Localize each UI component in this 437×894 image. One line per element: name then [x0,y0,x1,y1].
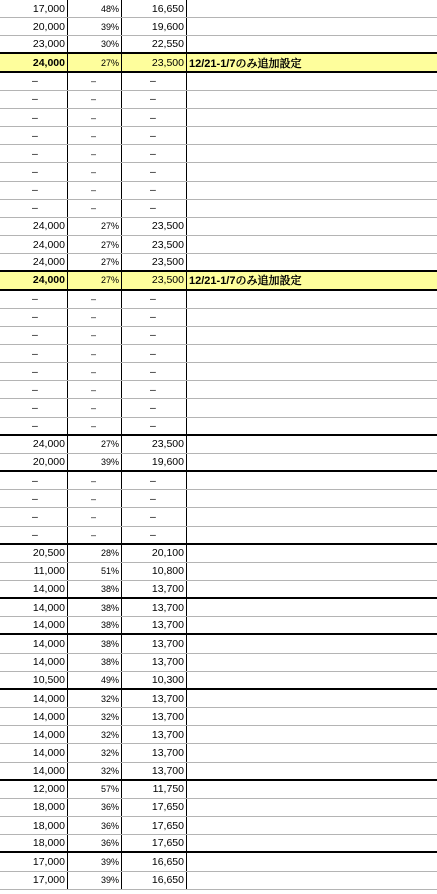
price-cell[interactable]: 14,000 [0,654,68,671]
rate-cell[interactable]: – [68,363,122,380]
table-row [0,363,437,381]
price-cell[interactable]: – [0,127,68,144]
table-row [0,145,437,163]
sale-price-cell[interactable]: – [122,73,187,90]
sale-price-cell[interactable]: 19,600 [122,454,187,470]
sale-price-cell[interactable]: 13,700 [122,726,187,743]
rate-cell[interactable]: 38% [68,599,122,616]
rate-cell[interactable]: 39% [68,853,122,870]
price-cell[interactable]: 14,000 [0,726,68,743]
price-cell[interactable]: 20,500 [0,545,68,562]
note-cell[interactable] [187,454,437,470]
note-cell[interactable] [187,708,437,725]
table-row [0,345,437,363]
note-cell[interactable] [187,726,437,743]
sale-price-cell[interactable]: – [122,91,187,108]
rate-cell[interactable]: 38% [68,635,122,652]
price-cell[interactable]: 18,000 [0,817,68,834]
sale-price-cell[interactable]: 23,500 [122,254,187,270]
note-cell[interactable] [187,872,437,889]
sale-price-cell[interactable]: 23,500 [122,54,187,70]
sale-price-cell[interactable]: – [122,109,187,126]
note-cell[interactable] [187,309,437,326]
price-cell[interactable]: – [0,291,68,308]
rate-cell[interactable]: – [68,399,122,416]
price-cell[interactable]: 14,000 [0,690,68,707]
rate-cell[interactable]: – [68,291,122,308]
sale-price-cell[interactable]: 23,500 [122,436,187,453]
rate-cell[interactable]: – [68,109,122,126]
price-cell[interactable]: – [0,91,68,108]
sale-price-cell[interactable]: 23,500 [122,236,187,253]
table-row [0,291,437,309]
note-cell[interactable] [187,73,437,90]
table-row [0,545,437,563]
sale-price-cell[interactable]: 13,700 [122,599,187,616]
note-cell[interactable] [187,182,437,199]
note-cell[interactable] [187,381,437,398]
sale-price-cell[interactable]: – [122,363,187,380]
table-row [0,726,437,744]
price-cell[interactable]: – [0,345,68,362]
rate-cell[interactable]: – [68,345,122,362]
table-row [0,91,437,109]
rate-cell[interactable]: 27% [68,272,122,288]
note-cell[interactable] [187,254,437,270]
note-cell[interactable] [187,218,437,235]
rate-cell[interactable]: 27% [68,54,122,70]
table-row [0,690,437,708]
sale-price-cell[interactable]: 17,650 [122,817,187,834]
table-row [0,436,437,454]
table-row [0,835,437,853]
rate-cell[interactable]: 28% [68,545,122,562]
sale-price-cell[interactable]: – [122,127,187,144]
note-cell[interactable] [187,18,437,35]
price-cell[interactable]: 14,000 [0,763,68,779]
note-cell[interactable] [187,145,437,162]
price-cell[interactable]: – [0,472,68,489]
note-cell[interactable] [187,490,437,507]
rate-cell[interactable]: 27% [68,236,122,253]
table-row [0,163,437,181]
table-row [0,635,437,653]
note-cell[interactable] [187,690,437,707]
sale-price-cell[interactable]: – [122,472,187,489]
sale-price-cell[interactable]: 13,700 [122,635,187,652]
price-cell[interactable]: – [0,508,68,525]
table-row [0,763,437,781]
sale-price-cell[interactable]: 13,700 [122,581,187,597]
sale-price-cell[interactable]: – [122,490,187,507]
sale-price-cell[interactable]: – [122,163,187,180]
note-cell[interactable] [187,327,437,344]
sale-price-cell[interactable]: 10,800 [122,563,187,580]
table-row [0,236,437,254]
sale-price-cell[interactable]: 17,650 [122,835,187,851]
rate-cell[interactable]: 39% [68,872,122,889]
table-row [0,472,437,490]
rate-cell[interactable]: 32% [68,744,122,761]
sale-price-cell[interactable]: 19,600 [122,18,187,35]
sale-price-cell[interactable]: 13,700 [122,654,187,671]
note-cell[interactable] [187,436,437,453]
price-cell[interactable]: 20,000 [0,18,68,35]
table-row [0,872,437,890]
price-cell[interactable]: – [0,163,68,180]
rate-cell[interactable]: 38% [68,617,122,633]
price-cell[interactable]: 24,000 [0,272,68,288]
price-cell[interactable]: 24,000 [0,54,68,70]
rate-cell[interactable]: – [68,127,122,144]
table-row [0,817,437,835]
note-cell[interactable] [187,763,437,779]
price-cell[interactable]: – [0,381,68,398]
table-row [0,399,437,417]
sale-price-cell[interactable]: – [122,381,187,398]
note-cell[interactable] [187,599,437,616]
sale-price-cell[interactable]: 13,700 [122,690,187,707]
note-cell[interactable] [187,508,437,525]
table-row [0,73,437,91]
note-cell[interactable] [187,91,437,108]
sale-price-cell[interactable]: 23,500 [122,272,187,288]
rate-cell[interactable]: 48% [68,0,122,17]
rate-cell[interactable]: – [68,327,122,344]
rate-cell[interactable]: – [68,163,122,180]
price-cell[interactable]: – [0,109,68,126]
rate-cell[interactable]: – [68,472,122,489]
note-cell[interactable] [187,236,437,253]
rate-cell[interactable]: 38% [68,654,122,671]
sale-price-cell[interactable]: – [122,527,187,543]
rate-cell[interactable]: – [68,91,122,108]
rate-cell[interactable]: 32% [68,690,122,707]
sale-price-cell[interactable]: – [122,508,187,525]
table-row [0,781,437,799]
rate-cell[interactable]: 39% [68,454,122,470]
table-row [0,309,437,327]
table-row [0,799,437,817]
table-row [0,0,437,18]
rate-cell[interactable]: 49% [68,672,122,688]
price-cell[interactable]: 14,000 [0,617,68,633]
price-cell[interactable]: 14,000 [0,581,68,597]
price-cell[interactable]: 17,000 [0,853,68,870]
table-row [0,36,437,54]
rate-cell[interactable]: 27% [68,218,122,235]
sale-price-cell[interactable]: 17,650 [122,799,187,816]
note-cell[interactable] [187,781,437,798]
sale-price-cell[interactable]: 16,650 [122,853,187,870]
table-row [0,54,437,72]
price-cell[interactable]: 24,000 [0,254,68,270]
note-cell[interactable] [187,654,437,671]
sale-price-cell[interactable]: – [122,309,187,326]
price-cell[interactable]: 17,000 [0,0,68,17]
table-row [0,381,437,399]
sale-price-cell[interactable]: 13,700 [122,763,187,779]
rate-cell[interactable]: 36% [68,817,122,834]
sale-price-cell[interactable]: – [122,399,187,416]
table-row [0,454,437,472]
note-cell[interactable] [187,835,437,851]
note-cell[interactable] [187,200,437,217]
price-cell[interactable]: 12,000 [0,781,68,798]
table-row [0,18,437,36]
sale-price-cell[interactable]: 11,750 [122,781,187,798]
price-cell[interactable]: 10,500 [0,672,68,688]
rate-cell[interactable]: 30% [68,36,122,52]
sale-price-cell[interactable]: 10,300 [122,672,187,688]
table-row [0,272,437,290]
sale-price-cell[interactable]: 13,700 [122,617,187,633]
table-row [0,127,437,145]
table-row [0,327,437,345]
rate-cell[interactable]: 38% [68,581,122,597]
price-cell[interactable]: 24,000 [0,436,68,453]
table-row [0,254,437,272]
note-cell[interactable] [187,418,437,434]
rate-cell[interactable]: – [68,182,122,199]
note-cell[interactable] [187,817,437,834]
rate-cell[interactable]: 36% [68,835,122,851]
price-cell[interactable]: – [0,73,68,90]
sale-price-cell[interactable]: 16,650 [122,872,187,889]
rate-cell[interactable]: – [68,490,122,507]
sale-price-cell[interactable]: 13,700 [122,744,187,761]
rate-cell[interactable]: 32% [68,708,122,725]
note-cell[interactable] [187,799,437,816]
price-cell[interactable]: – [0,309,68,326]
table-row [0,672,437,690]
note-cell[interactable] [187,672,437,688]
note-cell[interactable] [187,545,437,562]
price-cell[interactable]: – [0,145,68,162]
table-row [0,853,437,871]
rate-cell[interactable]: 57% [68,781,122,798]
table-row [0,563,437,581]
table-row [0,109,437,127]
table-row [0,490,437,508]
table-row [0,508,437,526]
sale-price-cell[interactable]: – [122,327,187,344]
table-row [0,617,437,635]
sale-price-cell[interactable]: – [122,182,187,199]
note-cell[interactable] [187,635,437,652]
sale-price-cell[interactable]: – [122,418,187,434]
note-cell[interactable] [187,0,437,17]
note-cell[interactable] [187,127,437,144]
price-cell[interactable]: 14,000 [0,708,68,725]
sale-price-cell[interactable]: 13,700 [122,708,187,725]
note-cell[interactable] [187,36,437,52]
note-cell[interactable] [187,163,437,180]
rate-cell[interactable]: 36% [68,799,122,816]
rate-cell[interactable]: – [68,145,122,162]
note-cell[interactable] [187,472,437,489]
table-row [0,182,437,200]
table-row [0,218,437,236]
rate-cell[interactable]: 51% [68,563,122,580]
price-cell[interactable]: 24,000 [0,218,68,235]
sale-price-cell[interactable]: 16,650 [122,0,187,17]
price-cell[interactable]: 18,000 [0,799,68,816]
rate-cell[interactable]: – [68,381,122,398]
price-cell[interactable]: – [0,490,68,507]
price-cell[interactable]: 17,000 [0,872,68,889]
rate-cell[interactable]: 27% [68,254,122,270]
rate-cell[interactable]: 39% [68,18,122,35]
table-row [0,654,437,672]
price-cell[interactable]: – [0,200,68,217]
price-cell[interactable]: 14,000 [0,744,68,761]
rate-cell[interactable]: – [68,73,122,90]
rate-cell[interactable]: – [68,527,122,543]
price-cell[interactable]: 14,000 [0,599,68,616]
price-cell[interactable]: – [0,363,68,380]
price-cell[interactable]: – [0,399,68,416]
rate-cell[interactable]: – [68,418,122,434]
sale-price-cell[interactable]: 20,100 [122,545,187,562]
price-cell[interactable]: – [0,418,68,434]
sale-price-cell[interactable]: – [122,345,187,362]
rate-cell[interactable]: – [68,508,122,525]
price-cell[interactable]: 20,000 [0,454,68,470]
rate-cell[interactable]: 32% [68,763,122,779]
price-cell[interactable]: 11,000 [0,563,68,580]
note-cell[interactable] [187,563,437,580]
table-row [0,418,437,436]
note-cell[interactable] [187,853,437,870]
sale-price-cell[interactable]: 23,500 [122,218,187,235]
table-row [0,200,437,218]
sale-price-cell[interactable]: – [122,291,187,308]
note-cell[interactable] [187,109,437,126]
table-row [0,581,437,599]
note-cell[interactable] [187,744,437,761]
note-cell[interactable] [187,363,437,380]
rate-cell[interactable]: 32% [68,726,122,743]
note-cell[interactable] [187,291,437,308]
rate-cell[interactable]: 27% [68,436,122,453]
price-cell[interactable]: 18,000 [0,835,68,851]
rate-cell[interactable]: – [68,309,122,326]
table-row [0,744,437,762]
note-cell[interactable]: 12/21-1/7のみ追加設定 [189,275,302,288]
sale-price-cell[interactable]: – [122,200,187,217]
table-row [0,527,437,545]
note-cell[interactable] [187,581,437,597]
rate-cell[interactable]: – [68,200,122,217]
table-row [0,599,437,617]
note-cell[interactable] [187,617,437,633]
price-cell[interactable]: – [0,182,68,199]
price-cell[interactable]: – [0,327,68,344]
note-cell[interactable] [187,399,437,416]
sale-price-cell[interactable]: – [122,145,187,162]
table-row [0,708,437,726]
price-cell[interactable]: 14,000 [0,635,68,652]
note-cell[interactable] [187,345,437,362]
price-cell[interactable]: 23,000 [0,36,68,52]
price-cell[interactable]: – [0,527,68,543]
price-cell[interactable]: 24,000 [0,236,68,253]
note-cell[interactable]: 12/21-1/7のみ追加設定 [189,57,302,70]
note-cell[interactable] [187,527,437,543]
sale-price-cell[interactable]: 22,550 [122,36,187,52]
